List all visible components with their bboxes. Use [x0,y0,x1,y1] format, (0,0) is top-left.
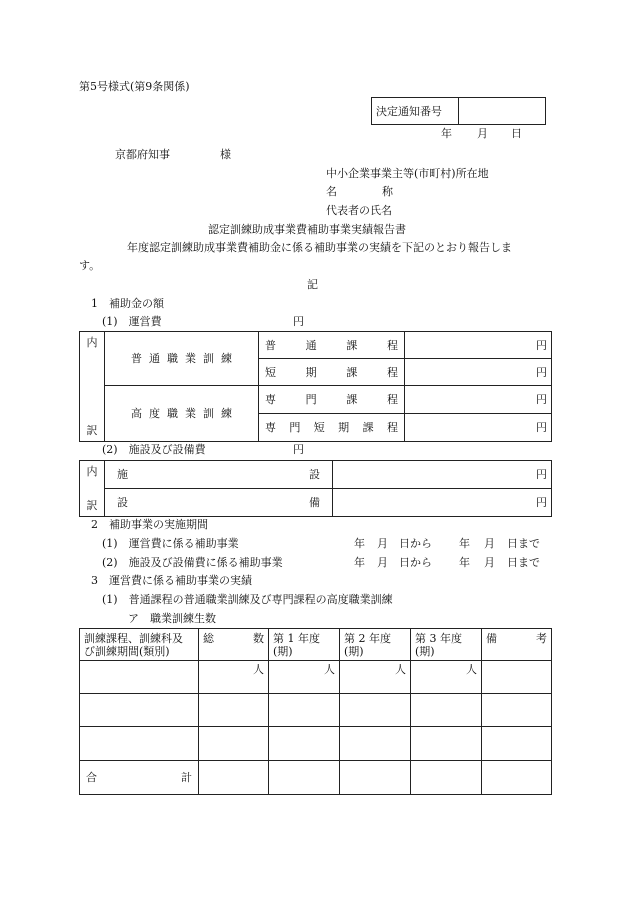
period-2-label: (2) 施設及び設備費に係る補助事業 [102,556,283,569]
period-2-m1: 月 [377,556,388,569]
total-row [80,761,552,795]
label-char: 職 [167,407,178,420]
period-1-d1: 日から [399,537,432,550]
amount-cell[interactable] [333,489,552,517]
intro-line-2: す。 [79,259,101,272]
total-char-2: 計 [181,771,192,784]
header-course [80,629,199,661]
amount-cell[interactable] [405,359,552,386]
course-cell[interactable] [80,661,199,694]
year-2-count-cell[interactable] [340,761,411,795]
year-3-count-cell[interactable] [411,661,482,694]
total-char-1: 合 [86,771,97,784]
header-year-1 [269,629,340,661]
label-char: 業 [185,352,196,365]
unit-label: 円 [536,338,547,352]
unit-label: 人 [395,663,406,676]
total-count-cell[interactable] [199,761,269,795]
header-year-3-line-1: 第 3 年度 [415,632,462,645]
period-1-label: (1) 運営費に係る補助事業 [102,537,239,550]
unit-label: 人 [253,663,264,676]
remarks-cell[interactable] [482,661,552,694]
breakdown-side-label [80,461,105,517]
equipment-char-1: 設 [117,496,128,509]
period-2-d2: 日まで [507,556,540,569]
year-1-count-cell[interactable] [269,727,340,761]
section-1-sub-2-unit: 円 [293,443,304,456]
facility-char-2: 設 [309,468,320,481]
course-cell[interactable] [80,694,199,727]
label-char: 課 [362,421,374,434]
section-1-sub-1-unit: 円 [293,315,304,328]
period-2-y1: 年 [354,556,365,569]
header-remarks-char-1: 備 [486,632,497,645]
period-1-m1: 月 [377,537,388,550]
remarks-cell[interactable] [482,727,552,761]
year-2-count-cell[interactable] [340,661,411,694]
label-char: 専 [265,421,276,434]
header-remarks [482,629,552,661]
addressee-title: 京都府知事 [115,148,170,161]
section-3-sub-1a: ア 職業訓練生数 [128,612,216,625]
year-1-count-cell[interactable] [269,694,340,727]
label-char: 度 [149,407,160,420]
amount-cell[interactable] [333,461,552,489]
course-cell[interactable] [80,727,199,761]
label-char: 課 [346,365,358,379]
unit-label: 円 [536,393,547,406]
decision-number-box [371,97,546,125]
header-year-1-line-2: (期) [273,645,293,658]
label-char: 期 [338,421,350,434]
decision-number-field[interactable] [459,98,546,125]
year-3-count-cell[interactable] [411,694,482,727]
total-count-cell[interactable] [199,661,269,694]
form-number: 第5号様式(第9条関係) [79,80,190,93]
label-char: 高 [131,407,142,420]
unit-label: 人 [466,663,477,676]
table-row [80,694,552,727]
date-month: 月 [477,127,488,140]
label-char: 通 [149,352,160,365]
label-char: 訓 [203,352,214,365]
label-char: 期 [305,365,317,379]
period-1-d2: 日まで [507,537,540,550]
wake-label: 訳 [86,499,98,512]
amount-cell[interactable] [405,386,552,414]
section-3-heading: 3 運営費に係る補助事業の実績 [91,574,252,587]
label-char: 訓 [203,407,214,420]
course-text [265,393,398,406]
label-char: 職 [167,352,178,365]
date-day: 日 [511,127,522,140]
label-char: 専 [265,393,276,406]
label-char: 課 [346,393,358,406]
advanced-training-label [105,386,259,442]
header-course-line-2: び訓練期間(類別) [84,645,170,658]
header-year-2-line-1: 第 2 年度 [344,632,391,645]
header-course-line-1: 訓練課程、訓練科及 [84,632,183,645]
section-1-sub-1: (1) 運営費 [102,315,162,328]
general-training-text [131,352,232,365]
label-char: 門 [289,421,301,434]
section-3-sub-1: (1) 普通課程の普通職業訓練及び専門課程の高度職業訓練 [102,593,393,606]
unit-label: 人 [324,663,335,676]
header-total [199,629,269,661]
label-char: 業 [185,407,196,420]
label-char: 門 [305,393,317,406]
course-cell [259,359,405,386]
label-char: 短 [313,421,325,434]
section-1-sub-2: (2) 施設及び設備費 [102,443,206,456]
unit-label: 円 [536,365,547,379]
uchi-label: 内 [86,465,98,478]
decision-number-label: 決定通知番号 [372,98,459,125]
intro-line-1: 年度認定訓練助成事業費補助金に係る補助事業の実績を下記のとおり報告しま [127,241,512,254]
header-year-2 [340,629,411,661]
total-count-cell[interactable] [199,694,269,727]
operating-cost-table [79,331,552,442]
period-2-d1: 日から [399,556,432,569]
label-char: 程 [386,393,398,406]
course-text [265,366,398,379]
period-1-m2: 月 [484,537,495,550]
ki-heading: 記 [307,278,318,291]
facility-cost-table [79,460,552,517]
facility-char-1: 施 [117,468,128,481]
header-year-1-line-1: 第 1 年度 [273,632,320,645]
applicant-name-label-1: 名 [326,185,337,198]
year-1-count-cell[interactable] [269,661,340,694]
label-char: 程 [386,365,398,379]
date-year: 年 [441,127,452,140]
document-title: 認定訓練助成事業費補助事業実績報告書 [208,223,406,236]
total-label [80,761,199,795]
period-2-y2: 年 [459,556,470,569]
addressee-honorific: 様 [220,148,231,161]
period-1-y1: 年 [354,537,365,550]
remarks-cell[interactable] [482,761,552,795]
header-year-2-line-2: (期) [344,645,364,658]
wake-label: 訳 [86,424,98,437]
equipment-label [105,489,333,517]
breakdown-side-label [80,332,105,442]
course-text [265,339,398,352]
label-char: 普 [131,352,142,365]
year-2-count-cell[interactable] [340,727,411,761]
label-char: 通 [305,338,317,352]
applicant-address-label: 中小企業事業主等(市町村)所在地 [326,167,489,180]
label-char: 短 [265,365,276,379]
unit-label: 円 [536,496,547,509]
section-1-heading: 1 補助金の額 [91,297,164,310]
course-cell [259,332,405,359]
trainee-count-table [79,628,552,795]
label-char: 練 [221,352,232,365]
advanced-training-text [131,407,232,420]
course-cell [259,414,405,442]
label-char: 練 [221,407,232,420]
general-training-label [105,332,259,386]
year-3-count-cell[interactable] [411,761,482,795]
table-row [80,727,552,761]
applicant-rep-label: 代表者の氏名 [326,204,392,217]
facility-label [105,461,333,489]
period-1-y2: 年 [459,537,470,550]
label-char: 普 [265,338,276,352]
applicant-name-label-2: 称 [382,185,393,198]
unit-label: 円 [536,421,547,434]
header-remarks-char-2: 考 [536,632,547,645]
header-total-char-1: 総 [203,632,214,645]
year-1-count-cell[interactable] [269,761,340,795]
unit-label: 円 [536,468,547,481]
section-2-heading: 2 補助事業の実施期間 [91,518,208,531]
equipment-char-2: 備 [309,496,320,509]
remarks-cell[interactable] [482,694,552,727]
course-text [265,421,398,434]
amount-cell[interactable] [405,414,552,442]
course-cell [259,386,405,414]
label-char: 程 [386,338,398,352]
label-char: 程 [386,421,398,434]
header-total-char-2: 数 [253,632,264,645]
year-2-count-cell[interactable] [340,694,411,727]
header-year-3-line-2: (期) [415,645,435,658]
period-2-m2: 月 [484,556,495,569]
year-3-count-cell[interactable] [411,727,482,761]
total-count-cell[interactable] [199,727,269,761]
uchi-label: 内 [86,336,98,349]
amount-cell[interactable] [405,332,552,359]
label-char: 課 [346,338,358,352]
header-year-3 [411,629,482,661]
table-row [80,661,552,694]
